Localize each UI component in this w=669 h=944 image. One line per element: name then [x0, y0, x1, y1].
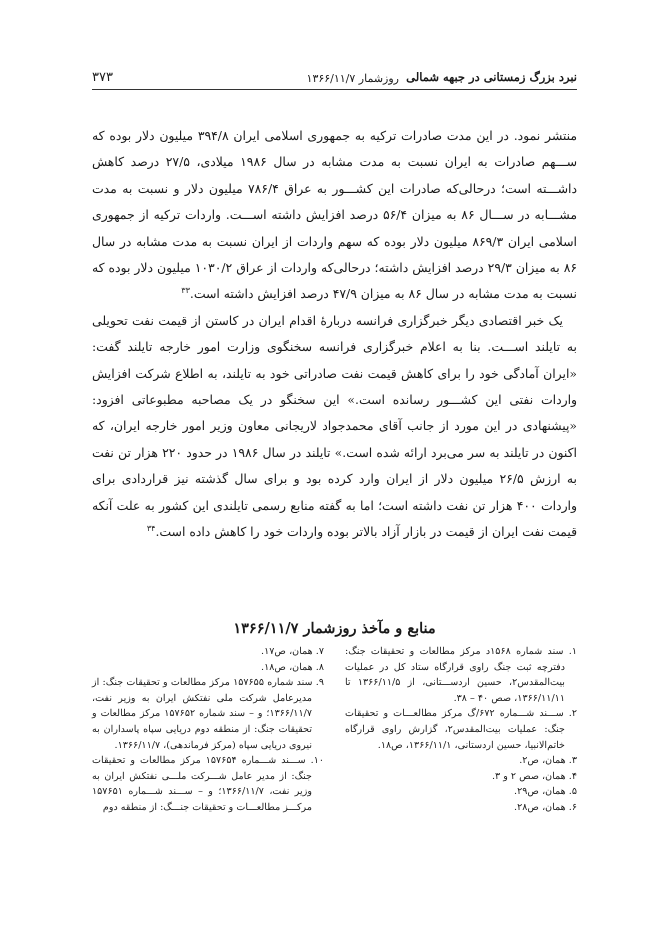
running-subtitle: روزشمار ۱۳۶۶/۱۱/۷: [306, 72, 399, 85]
body-text: [92, 123, 577, 546]
sources-title: منابع و مآخذ روزشمار ۱۳۶۶/۱۱/۷: [233, 620, 436, 637]
note-item: ۳. همان، ص۲.: [519, 755, 577, 767]
note-item: ۴. همان، صص ۲ و ۳.: [491, 770, 577, 782]
note-item: ۱۰. ســـند شـــماره ۱۵۷۶۵۴ مرکز مطالعات و تحقیقات جنگ: از مدیر عامل شـــرکت ملـــی نفتکش ایران به وزیر نفت، ۱۳۶۶/۱۱/۷؛ و – ســـند شـــماره ۱۵۷۶۵۱ مرکـــز مطالعـــات و تحقیقات جنـــگ: از منطقه دوم: [92, 755, 325, 813]
notes-section: [92, 644, 577, 844]
footnote-ref: ۳۴: [146, 523, 156, 533]
header-rule: [92, 89, 577, 90]
note-item: ۸. همان، ص۱۸.: [261, 661, 324, 673]
paragraph-1: [92, 123, 577, 308]
paragraph-text: منتشر نمود. در این مدت صادرات ترکیه به جمهوری اسلامی ایران ۳۹۴/۸ میلیون دلار بوده که ســـهم صادرات به ایران نسبت به مدت مشابه در سال ۱۹۸۶ میلادی، ۲۷/۵ درصد کاهش داشـــته است؛ درحالی‌که صادرات این کشـــور به عراق ۷۸۶/۴ میلیون دلار و نسبت به مدت مشـــابه در ســـال ۸۶ به میزان ۵۶/۴ درصد افزایش داشته اســـت. واردات ترکیه از جمهوری اسلامی ایران ۸۶۹/۳ میلیون دلار بوده که سهم واردات از ایران نسبت به مدت مشابه در سال ۸۶ به میزان ۲۹/۳ درصد افزایش داشته؛ درحالی‌که واردات از عراق ۱۰۳۰/۲ میلیون دلار بوده که نسبت به مدت مشابه در سال ۸۶ به میزان ۴۷/۹ درصد افزایش داشته است.: [92, 128, 577, 302]
notes-column-right: [345, 644, 577, 816]
notes-column-left: [92, 644, 324, 816]
page-number: ۳۷۳: [92, 70, 113, 85]
note-item: ۶. همان، ص۲۸.: [514, 801, 577, 813]
note-item: ۲. ســـند شـــماره ۶۷۲/گ مرکز مطالعـــات و تحقیقات جنگ: عملیات بیت‌المقدس۲، گزارش راوی قرارگاه خاتم‌الانبیا، حسین اردستانی، ۱۳۶۶/۱۱/۱، ص۱۸.: [345, 708, 578, 751]
note-item: ۵. همان، ص۲۹.: [514, 786, 577, 798]
note-item: ۱. سند شماره ۱۵۶۸د مرکز مطالعات و تحقیقات جنگ: دفترچه ثبت جنگ راوی قرارگاه ستاد کل در عملیات بیت‌المقدس۲، حسین اردســـتانی، از ۱۳۶۶/۱۱/۵ تا ۱۳۶۶/۱۱/۱۱، صص ۴۰ – ۳۸.: [345, 646, 577, 704]
page-header: [92, 66, 577, 90]
paragraph-text: یک خبر اقتصادی دیگر خبرگزاری فرانسه دربارهٔ اقدام ایران در کاستن از قیمت نفت تحویلی به تایلند اســـت. بنا به اعلام خبرگزاری فرانسه سخنگوی وزارت امور خارجه تایلند گفت: «ایران آمادگی خود را برای کاهش قیمت نفت صادراتی خود به تایلند، به اطلاع شرکت افزایش واردات نفتی این کشـــور رسانده است.» این سخنگو در یک مصاحبه مطبوعاتی افزود: «پیشنهادی در این مورد از جانب آقای محمدجواد لاریجانی معاون وزیر امور خارجه ایران، که اکنون در تایلند به سر می‌برد ارائه شده است.» تایلند در سال ۱۹۸۶ در حدود ۲۲۰ هزار تن نفت به ارزش ۲۶/۵ میلیون دلار از ایران وارد کرده بود و برای سال گذشته نیز قراردادی برای واردات ۴۰۰ هزار تن نفت داشته است؛ اما به گفته منابع رسمی تایلندی این کشور به علت آنکه قیمت نفت ایران از قیمت در بازار آزاد بالاتر بوده واردات خود را کاهش داده است.: [92, 312, 578, 540]
note-item: ۹. سند شماره ۱۵۷۶۵۵ مرکز مطالعات و تحقیقات جنگ: از مدیرعامل شرکت ملی نفتکش ایران به وزیر نفت، ۱۳۶۶/۱۱/۷؛ و – سند شماره ۱۵۷۶۵۲ مرکز مطالعات و تحقیقات جنگ: از منطقه دوم دریایی سپاه پاسداران به نیروی دریایی سپاه (مرکز فرماندهی)، ۱۳۶۶/۱۱/۷.: [92, 677, 324, 751]
footnote-ref: ۳۳: [181, 286, 190, 296]
note-item: ۷. همان، ص۱۷.: [261, 646, 324, 657]
running-title: نبرد بزرگ زمستانی در جبهه شمالی: [406, 70, 577, 84]
paragraph-2: [92, 308, 577, 546]
